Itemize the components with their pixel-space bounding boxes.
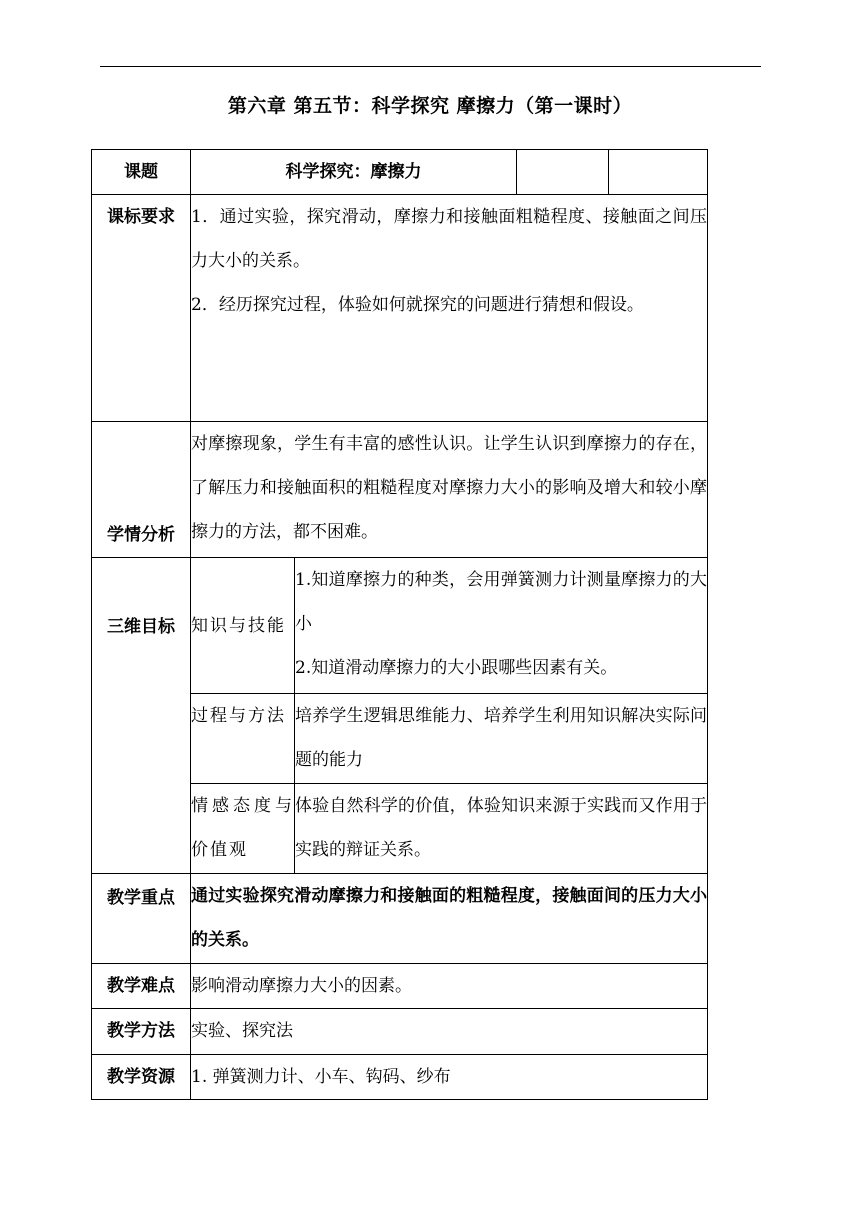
objectives-knowledge-row (92, 558, 708, 694)
difficulties-content: 影响滑动摩擦力大小的因素。 (191, 964, 708, 1009)
difficulties-label: 教学难点 (92, 964, 191, 1009)
objectives-label: 三维目标 (92, 558, 191, 874)
topic-extra-cell-2 (609, 150, 708, 195)
methods-content: 实验、探究法 (191, 1009, 708, 1055)
topic-extra-cell-1 (517, 150, 609, 195)
topic-value: 科学探究：摩擦力 (191, 150, 517, 195)
attitude-value-content: 体验自然科学的价值，体验知识来源于实践而又作用于实践的辩证关系。 (295, 784, 708, 874)
curriculum-content (191, 195, 708, 422)
process-method-label: 过程与方法 (191, 694, 295, 784)
knowledge-skill-label: 知识与技能 (191, 558, 295, 694)
methods-row (92, 1009, 708, 1055)
curriculum-label: 课标要求 (92, 195, 191, 422)
process-method-content: 培养学生逻辑思维能力、培养学生利用知识解决实际问题的能力 (295, 694, 708, 784)
document-title: 第六章 第五节：科学探究 摩擦力（第一课时） (227, 95, 633, 117)
curriculum-item: 2．经历探究过程，体验如何就探究的问题进行猜想和假设。 (191, 295, 644, 315)
curriculum-item: 1．通过实验，探究滑动，摩擦力和接触面粗糙程度、接触面之间压力大小的关系。 (191, 207, 707, 271)
resources-row (92, 1055, 708, 1100)
difficulties-row (92, 964, 708, 1009)
attitude-value-label: 情感态度与价值观 (191, 784, 295, 874)
resources-content: 1. 弹簧测力计、小车、钩码、纱布 (191, 1055, 708, 1100)
knowledge-skill-content (295, 558, 708, 694)
curriculum-row (92, 195, 708, 422)
resources-label: 教学资源 (92, 1055, 191, 1100)
header-rule (100, 66, 761, 67)
student-analysis-row (92, 422, 708, 558)
topic-label: 课题 (92, 150, 191, 195)
student-analysis-content: 对摩擦现象，学生有丰富的感性认识。让学生认识到摩擦力的存在，了解压力和接触面积的粗糙程度对摩擦力大小的影响及增大和较小摩擦力的方法，都不困难。 (191, 422, 708, 558)
topic-row (92, 150, 708, 195)
knowledge-item: 1.知道摩擦力的种类，会用弹簧测力计测量摩擦力的大小 (295, 570, 707, 634)
lesson-plan-table (91, 149, 708, 1100)
methods-label: 教学方法 (92, 1009, 191, 1055)
student-analysis-label: 学情分析 (92, 422, 191, 558)
key-points-content: 通过实验探究滑动摩擦力和接触面的粗糙程度，接触面间的压力大小的关系。 (191, 874, 708, 964)
knowledge-item: 2.知道滑动摩擦力的大小跟哪些因素有关。 (295, 658, 618, 678)
key-points-row (92, 874, 708, 964)
key-points-label: 教学重点 (92, 874, 191, 964)
